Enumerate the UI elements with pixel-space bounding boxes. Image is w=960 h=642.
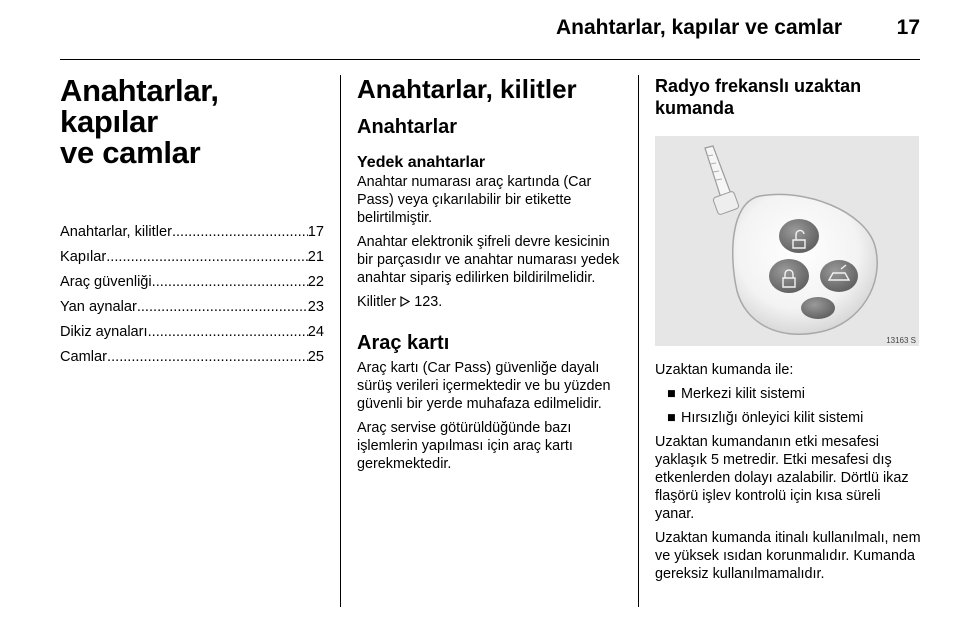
spare-keys-heading: Yedek anahtarlar <box>357 154 486 171</box>
bullet-icon: ■ <box>667 410 676 426</box>
list-item: ■ Merkezi kilit sistemi <box>667 386 805 402</box>
toc-page: 24 <box>307 324 324 340</box>
toc-entry[interactable] <box>60 322 324 342</box>
ref-page: 123. <box>414 294 443 310</box>
toc-entry[interactable] <box>60 222 324 242</box>
section-heading: Anahtarlar, kilitler <box>357 74 577 104</box>
paragraph: Uzaktan kumanda ile: <box>655 362 794 378</box>
list-item: ■ Hırsızlığı önleyici kilit sistemi <box>667 410 864 426</box>
toc-label: Camlar <box>60 349 108 365</box>
cross-reference[interactable] <box>357 293 625 311</box>
key-blade <box>705 146 739 215</box>
remote-control-heading: Radyo frekanslı uzaktan kumanda <box>655 76 862 118</box>
arrow-icon <box>400 296 410 307</box>
toc-entry[interactable] <box>60 297 324 317</box>
ref-label: Kilitler <box>357 294 397 310</box>
paragraph: Araç kartı (Car Pass) güvenliğe dayalı sürüş verileri içermektedir ve bu yüzden güvenli bir yerde muhafaza edilmelidir. <box>357 360 611 412</box>
bullet-icon: ■ <box>667 386 676 402</box>
tailgate-button <box>820 260 858 292</box>
page-number: 17 <box>896 16 920 39</box>
keys-column <box>357 75 625 479</box>
paragraph: Uzaktan kumandanın etki mesafesi yaklaşık 5 metredir. Etki mesafesi dış etkenlerden dolayı azalabilir. Dörtlü ikaz flaşörü işlev kontrolü için kısa süreli yanar. <box>655 434 909 522</box>
toc-label: Dikiz aynaları <box>60 324 148 340</box>
toc-label: Araç güvenliği <box>60 274 152 290</box>
toc-page: 25 <box>307 349 324 365</box>
toc-label: Kapılar <box>60 249 107 265</box>
paragraph: Araç servise götürüldüğünde bazı işlemlerin yapılması için araç kartı gerekmektedir. <box>357 420 573 472</box>
table-of-contents <box>60 222 324 367</box>
chapter-title: Anahtarlar, kapılar ve camlar <box>60 73 219 170</box>
indicator-button <box>801 297 835 319</box>
chapter-column <box>60 75 324 372</box>
remote-key-illustration <box>655 136 919 346</box>
paragraph: Uzaktan kumanda itinalı kullanılmalı, nem ve yüksek ısıdan korunmalıdır. Kumanda gereksiz kullanılmamalıdır. <box>655 530 921 582</box>
paragraph: Anahtar elektronik şifreli devre kesicinin bir parçasıdır ve anahtar numarası yedek anahtar sipariş edilirken bildirilmelidir. <box>357 234 620 286</box>
remote-control-column <box>655 75 922 589</box>
running-header-title: Anahtarlar, kapılar ve camlar <box>556 16 842 39</box>
column-divider-2 <box>638 75 639 607</box>
header-rule <box>60 59 920 60</box>
paragraph: Anahtar numarası araç kartında (Car Pass) veya çıkarılabilir bir etikette belirtilmiştir. <box>357 174 592 226</box>
car-pass-heading: Araç kartı <box>357 332 450 354</box>
toc-label: Yan aynalar <box>60 299 137 315</box>
toc-page: 22 <box>307 274 324 290</box>
toc-entry[interactable] <box>60 247 324 267</box>
toc-page: 23 <box>307 299 324 315</box>
column-divider-1 <box>340 75 341 607</box>
toc-entry[interactable] <box>60 347 324 367</box>
lock-button <box>769 259 809 293</box>
toc-entry[interactable] <box>60 272 324 292</box>
toc-page: 17 <box>307 224 324 240</box>
toc-page: 21 <box>307 249 324 265</box>
unlock-button <box>779 219 819 253</box>
remote-key-figure <box>655 136 919 346</box>
toc-label: Anahtarlar, kilitler <box>60 224 172 240</box>
subsection-heading: Anahtarlar <box>357 116 458 138</box>
figure-number: 13163 S <box>886 336 916 345</box>
